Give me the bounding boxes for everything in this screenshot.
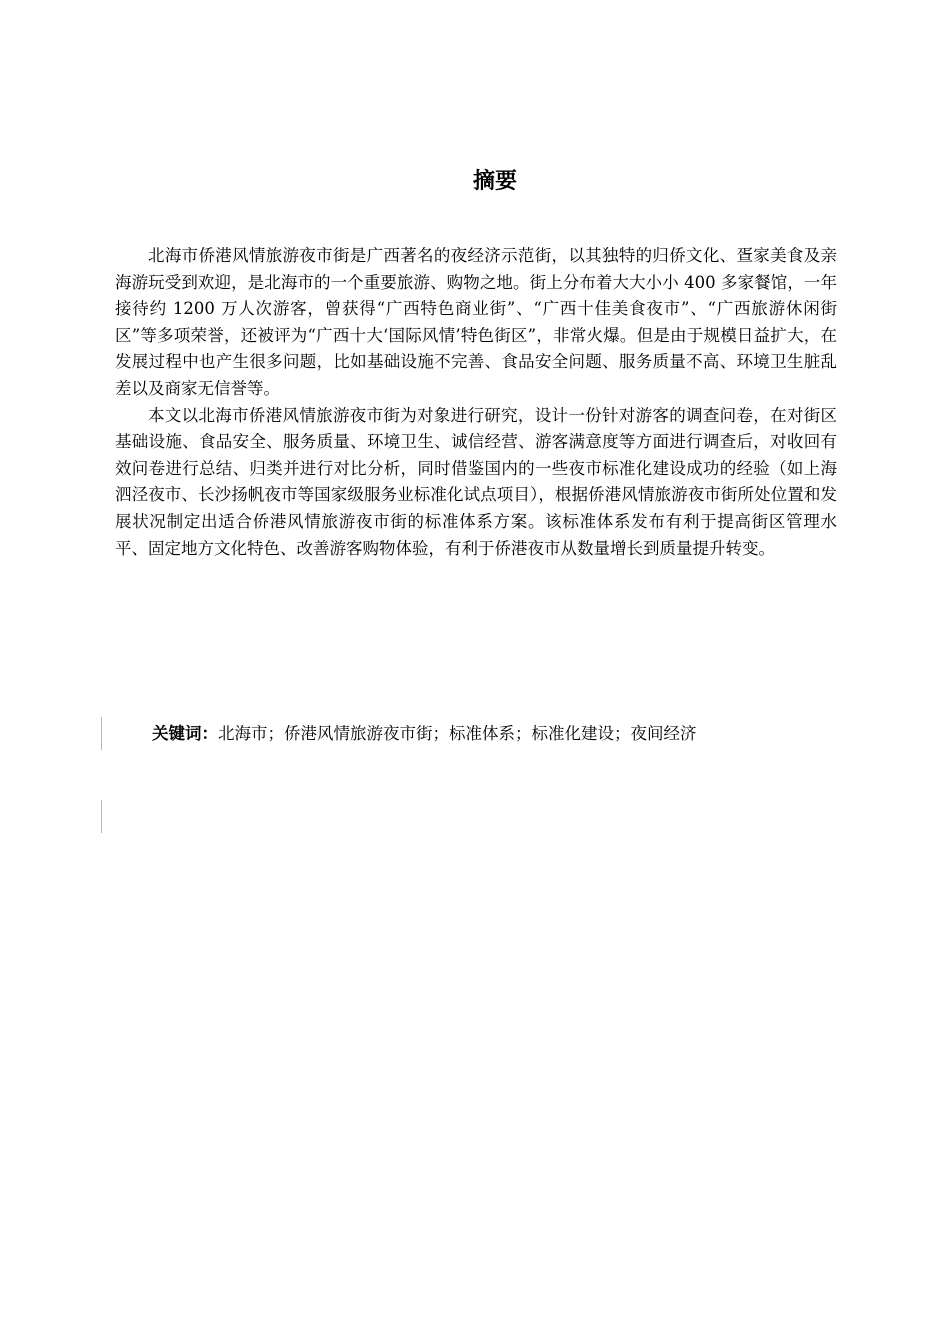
abstract-paragraph-1: 北海市侨港风情旅游夜市街是广西著名的夜经济示范街，以其独特的归侨文化、疍家美食及亲海游玩受到欢迎，是北海市的一个重要旅游、购物之地。街上分布着大大小小 400 多家餐馆，一年接待约 1200 万人次游客，曾获得“广西特色商业街”、“广西十佳美食夜市”、“广西旅游休闲街区”等多项荣誉，还被评为“广西十大‘国际风情’特色街区”，非常火爆。但是由于规模日益扩大，在发展过程中也产生很多问题，比如基础设施不完善、食品安全问题、服务质量不高、环境卫生脏乱差以及商家无信誉等。 <box>115 246 837 398</box>
margin-marker <box>101 717 102 750</box>
abstract-paragraph-2: 本文以北海市侨港风情旅游夜市街为对象进行研究，设计一份针对游客的调查问卷，在对街区基础设施、食品安全、服务质量、环境卫生、诚信经营、游客满意度等方面进行调查后，对收回有效问卷进行总结、归类并进行对比分析，同时借鉴国内的一些夜市标准化建设成功的经验（如上海泗泾夜市、长沙扬帆夜市等国家级服务业标准化试点项目），根据侨港风情旅游夜市街所处位置和发展状况制定出适合侨港风情旅游夜市街的标准体系方案。该标准体系发布有利于提高街区管理水平、固定地方文化特色、改善游客购物体验，有利于侨港夜市从数量增长到质量提升转变。 <box>115 405 837 558</box>
keywords-line <box>152 721 852 747</box>
keywords-label: 关键词： <box>152 724 218 743</box>
margin-marker <box>101 800 102 833</box>
keywords-text: 北海市；侨港风情旅游夜市街；标准体系；标准化建设；夜间经济 <box>218 724 697 743</box>
page-title: 摘要 <box>472 169 517 194</box>
abstract-body <box>115 243 837 562</box>
